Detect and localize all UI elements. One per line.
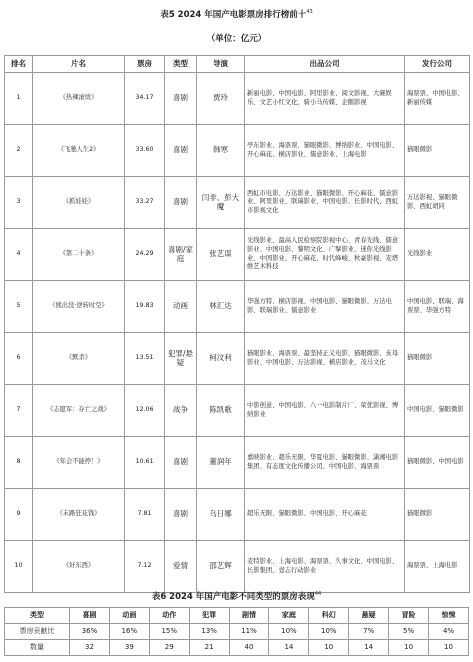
value-cell: 10%	[269, 624, 309, 640]
director-cell: 邵艺辉	[197, 541, 245, 593]
title-cell: 《默杀》	[33, 333, 125, 385]
value-cell: 13%	[189, 624, 229, 640]
column-header: 动画	[109, 608, 149, 624]
table1-caption: 表5 2024 年国产电影票房排行榜前十$^{43}$	[160, 9, 313, 20]
rank-cell: 3	[5, 177, 33, 229]
box-office-cell: 10.61	[125, 437, 165, 489]
genre-performance-table	[4, 607, 469, 656]
rank-cell: 6	[5, 333, 33, 385]
value-cell: 39	[109, 640, 149, 656]
director-cell: 陈凯歌	[197, 385, 245, 437]
genre-cell: 喜剧	[165, 177, 197, 229]
column-header: 发行公司	[405, 56, 470, 73]
producers-cell: 猫眼影业、海票票、最坚持正义电影、猫眼微影、亥母影业、中国电影、万达影视、横店影业、茂马文化	[245, 333, 405, 385]
rank-cell: 2	[5, 125, 33, 177]
table-row	[5, 125, 470, 177]
title-cell: 《热辣滚烫》	[33, 73, 125, 125]
director-cell: 闫非、彭大魔	[197, 177, 245, 229]
column-header: 悬疑	[349, 608, 389, 624]
table-row	[5, 541, 470, 593]
value-cell: 11%	[229, 624, 269, 640]
genre-cell: 喜剧	[165, 489, 197, 541]
value-cell: 36%	[70, 624, 110, 640]
director-cell: 韩寒	[197, 125, 245, 177]
value-cell: 4%	[429, 624, 469, 640]
column-header: 犯罪	[189, 608, 229, 624]
value-cell: 10%	[309, 624, 349, 640]
director-cell: 贾玲	[197, 73, 245, 125]
column-header: 类型	[5, 608, 70, 624]
title-cell: 《熊出没·逆转时空》	[33, 281, 125, 333]
row-label: 数量	[5, 640, 70, 656]
producers-cell: 新丽电影、中国电影、阿里影业、阅文影视、大碗娱乐、文艺小红文化、骑小马传媒、企鹅影视	[245, 73, 405, 125]
distributors-cell: 猫眼微影、中国电影	[405, 437, 470, 489]
column-header: 剧情	[229, 608, 269, 624]
rank-cell: 7	[5, 385, 33, 437]
table-row	[5, 229, 470, 281]
box-office-cell: 13.51	[125, 333, 165, 385]
rank-cell: 4	[5, 229, 33, 281]
column-header: 动作	[149, 608, 189, 624]
column-header: 喜剧	[70, 608, 110, 624]
title-cell: 《第二十条》	[33, 229, 125, 281]
producers-cell: 亭东影业、海票票、猫眼微影、博纳影业、中国电影、开心麻花、横店影业、儒意影业、上海电影	[245, 125, 405, 177]
rank-cell: 9	[5, 489, 33, 541]
value-cell: 16%	[109, 624, 149, 640]
distributors-cell: 海票票、上海电影	[405, 541, 470, 593]
value-cell: 14	[269, 640, 309, 656]
footnote-ref: 43	[306, 9, 313, 16]
row-label: 票房贡献比	[5, 624, 70, 640]
distributors-cell: 猫眼微影	[405, 333, 470, 385]
producers-cell: 华强方特、横店影视、中国电影、猫眼微影、万达电影、联瑞影业、儒意影业	[245, 281, 405, 333]
table-row	[5, 73, 470, 125]
title-cell: 《抓娃娃》	[33, 177, 125, 229]
value-cell: 32	[70, 640, 110, 656]
producers-cell: 光线影业、最高人民检察院影视中心、青春光线、儒意影业、中国电影、黎明文化、广擘影业、迷你光线影业、中国影业、开心麻花、时代峰峻、秋豪影视、麦塔维艺术科技	[245, 229, 405, 281]
genre-cell: 爱情	[165, 541, 197, 593]
box-office-cell: 12.06	[125, 385, 165, 437]
value-cell: 15%	[149, 624, 189, 640]
rank-cell: 5	[5, 281, 33, 333]
producers-cell: 西虹市电影、万达影业、猫眼微影、开心麻花、儒意影业、阿里影业、联瑞影业、中国电影、长影时代、西虹市影视文化	[245, 177, 405, 229]
title-cell: 《年会不能停！》	[33, 437, 125, 489]
title-cell: 《好东西》	[33, 541, 125, 593]
genre-cell: 战争	[165, 385, 197, 437]
distributors-cell: 中国电影、猫眼微影	[405, 385, 470, 437]
table-header-row	[5, 608, 469, 624]
title-cell: 《飞驰人生2》	[33, 125, 125, 177]
column-header: 冒险	[389, 608, 429, 624]
distributors-cell: 猫眼微影	[405, 125, 470, 177]
box-office-cell: 7.81	[125, 489, 165, 541]
box-office-cell: 33.60	[125, 125, 165, 177]
distributors-cell: 光线影业	[405, 229, 470, 281]
genre-cell: 喜剧/家庭	[165, 229, 197, 281]
value-cell: 29	[149, 640, 189, 656]
director-cell: 董润年	[197, 437, 245, 489]
table-header-row	[5, 56, 470, 73]
title-cell: 《志愿军：存亡之战》	[33, 385, 125, 437]
director-cell: 林汇达	[197, 281, 245, 333]
genre-cell: 喜剧	[165, 125, 197, 177]
box-office-cell: 19.83	[125, 281, 165, 333]
director-cell: 张艺谋	[197, 229, 245, 281]
table-row	[5, 624, 469, 640]
producers-cell: 超乐无限、猫眼微影、中国电影、开心麻花	[245, 489, 405, 541]
column-header: 科幻	[309, 608, 349, 624]
rank-cell: 1	[5, 73, 33, 125]
column-header: 排名	[5, 56, 33, 73]
table-row	[5, 489, 470, 541]
table-row	[5, 281, 470, 333]
box-office-cell: 33.27	[125, 177, 165, 229]
box-office-ranking-table	[4, 55, 470, 593]
table1-unit: （单位：亿元）	[206, 34, 267, 44]
table-row	[5, 333, 470, 385]
distributors-cell: 万达影视、猫眼微影、西虹胡同	[405, 177, 470, 229]
table-row	[5, 640, 469, 656]
column-header: 惊悚	[429, 608, 469, 624]
title-cell: 《末路狂花钱》	[33, 489, 125, 541]
rank-cell: 8	[5, 437, 33, 489]
director-cell: 乌日娜	[197, 489, 245, 541]
value-cell: 5%	[389, 624, 429, 640]
genre-cell: 喜剧	[165, 73, 197, 125]
column-header: 票房	[125, 56, 165, 73]
rank-cell: 10	[5, 541, 33, 593]
table-row	[5, 385, 470, 437]
box-office-cell: 24.29	[125, 229, 165, 281]
column-header: 片名	[33, 56, 125, 73]
value-cell: 7%	[349, 624, 389, 640]
director-cell: 柯汶利	[197, 333, 245, 385]
genre-cell: 喜剧	[165, 437, 197, 489]
distributors-cell: 中国电影、联瑞、海票票、华强方特	[405, 281, 470, 333]
value-cell: 10	[429, 640, 469, 656]
value-cell: 21	[189, 640, 229, 656]
table-row	[5, 177, 470, 229]
table-row	[5, 437, 470, 489]
value-cell: 10	[309, 640, 349, 656]
producers-cell: 嘉映影业、超乐无限、华夏电影、猫眼微影、潇湘电影集团、有态度文化传播公司、中国电影、海票票	[245, 437, 405, 489]
box-office-cell: 7.12	[125, 541, 165, 593]
column-header: 导演	[197, 56, 245, 73]
genre-cell: 犯罪/悬疑	[165, 333, 197, 385]
value-cell: 40	[229, 640, 269, 656]
column-header: 家庭	[269, 608, 309, 624]
distributors-cell: 海票票、中国电影、新丽传媒	[405, 73, 470, 125]
genre-cell: 动画	[165, 281, 197, 333]
table2-caption: 表6 2024 年国产电影不同类型的票房表现$^{44}$	[151, 591, 322, 602]
footnote-ref: 44	[314, 591, 322, 598]
producers-cell: 麦特影业、上海电影、海票票、久事文化、中国电影、长影集团、壹志行动影业	[245, 541, 405, 593]
column-header: 出品公司	[245, 56, 405, 73]
producers-cell: 中影创意、中国电影、八一电影制片厂、荣优影视、博纳影业	[245, 385, 405, 437]
distributors-cell: 猫眼微影	[405, 489, 470, 541]
column-header: 类型	[165, 56, 197, 73]
value-cell: 14	[349, 640, 389, 656]
box-office-cell: 34.17	[125, 73, 165, 125]
value-cell: 10	[389, 640, 429, 656]
